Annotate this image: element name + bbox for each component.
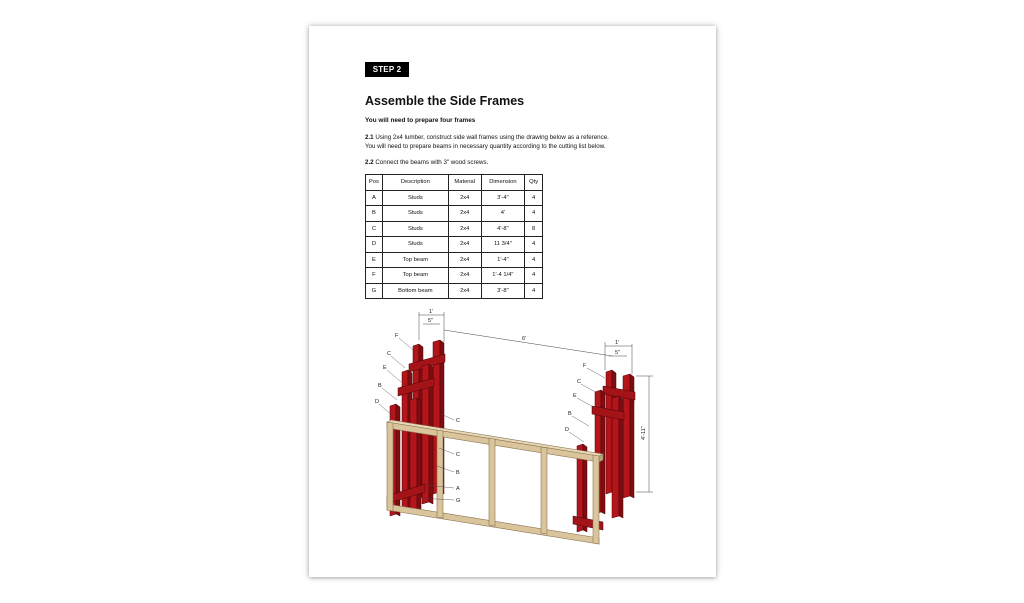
- cell-dimension: 3'-4": [481, 190, 525, 206]
- cell-dimension: 4'-8": [481, 221, 525, 237]
- dim-left-1ft: 1': [429, 309, 434, 315]
- cell-qty: 4: [525, 283, 543, 299]
- dim-right-1ft: 1': [615, 340, 620, 346]
- cell-pos: A: [366, 190, 383, 206]
- dim-left-5in: 5": [428, 318, 434, 324]
- cell-dimension: 1'-4 1/4": [481, 268, 525, 284]
- cell-description: Bottom beam: [382, 283, 448, 299]
- cell-material: 2x4: [448, 268, 481, 284]
- cell-pos: E: [366, 252, 383, 268]
- dim-right-5in: 5": [615, 350, 621, 356]
- col-qty: Qty: [525, 175, 543, 191]
- label-right-c: C: [577, 379, 581, 385]
- cell-dimension: 11 3/4": [481, 237, 525, 253]
- cell-dimension: 1'-4": [481, 252, 525, 268]
- cell-qty: 4: [525, 190, 543, 206]
- cell-dimension: 3'-8": [481, 283, 525, 299]
- col-dimension: Dimension: [481, 175, 525, 191]
- cell-qty: 4: [525, 237, 543, 253]
- cell-pos: G: [366, 283, 383, 299]
- cell-material: 2x4: [448, 221, 481, 237]
- label-left-b: B: [378, 383, 382, 389]
- dim-span-6ft: 6': [522, 336, 527, 342]
- cell-description: Studs: [382, 221, 448, 237]
- instruction-text: Using 2x4 lumber, construct side wall frames using the drawing below as a reference.: [375, 134, 609, 141]
- instruction-text: Connect the beams with 3" wood screws.: [375, 159, 489, 166]
- cell-description: Studs: [382, 206, 448, 222]
- col-pos: Pos: [366, 175, 383, 191]
- label-right-b: B: [568, 411, 572, 417]
- cell-material: 2x4: [448, 252, 481, 268]
- page-title: Assemble the Side Frames: [365, 94, 525, 108]
- label-inner-c1: C: [456, 418, 460, 424]
- cell-pos: B: [366, 206, 383, 222]
- label-inner-c2: C: [456, 452, 460, 458]
- cell-material: 2x4: [448, 283, 481, 299]
- label-inner-b: B: [456, 470, 460, 476]
- cell-qty: 4: [525, 206, 543, 222]
- col-material: Material: [448, 175, 481, 191]
- instruction-number: 2.1: [365, 134, 374, 141]
- cell-dimension: 4': [481, 206, 525, 222]
- instruction-text-line2: You will need to prepare beams in necessary quantity according to the cutting list below.: [365, 142, 606, 150]
- subtitle: You will need to prepare four frames: [365, 117, 476, 124]
- label-left-e: E: [383, 365, 387, 371]
- cell-pos: C: [366, 221, 383, 237]
- label-right-e: E: [573, 393, 577, 399]
- cell-description: Top beam: [382, 252, 448, 268]
- label-inner-g: G: [456, 498, 461, 504]
- instruction-number: 2.2: [365, 159, 374, 166]
- label-right-d: D: [565, 427, 569, 433]
- cell-description: Top beam: [382, 268, 448, 284]
- cell-qty: 8: [525, 221, 543, 237]
- cell-material: 2x4: [448, 237, 481, 253]
- cell-material: 2x4: [448, 206, 481, 222]
- cell-description: Studs: [382, 237, 448, 253]
- document-page: [309, 26, 716, 577]
- cell-material: 2x4: [448, 190, 481, 206]
- cell-qty: 4: [525, 252, 543, 268]
- label-left-f: F: [395, 333, 399, 339]
- cell-pos: D: [366, 237, 383, 253]
- cell-pos: F: [366, 268, 383, 284]
- cell-qty: 4: [525, 268, 543, 284]
- label-inner-a: A: [456, 486, 460, 492]
- label-left-d: D: [375, 399, 379, 405]
- step-badge: STEP 2: [365, 62, 409, 77]
- dim-height: 4'-11": [641, 426, 647, 440]
- col-description: Description: [382, 175, 448, 191]
- label-right-f: F: [583, 363, 587, 369]
- label-left-c: C: [387, 351, 391, 357]
- cell-description: Studs: [382, 190, 448, 206]
- frame-assembly-drawing: [309, 26, 716, 577]
